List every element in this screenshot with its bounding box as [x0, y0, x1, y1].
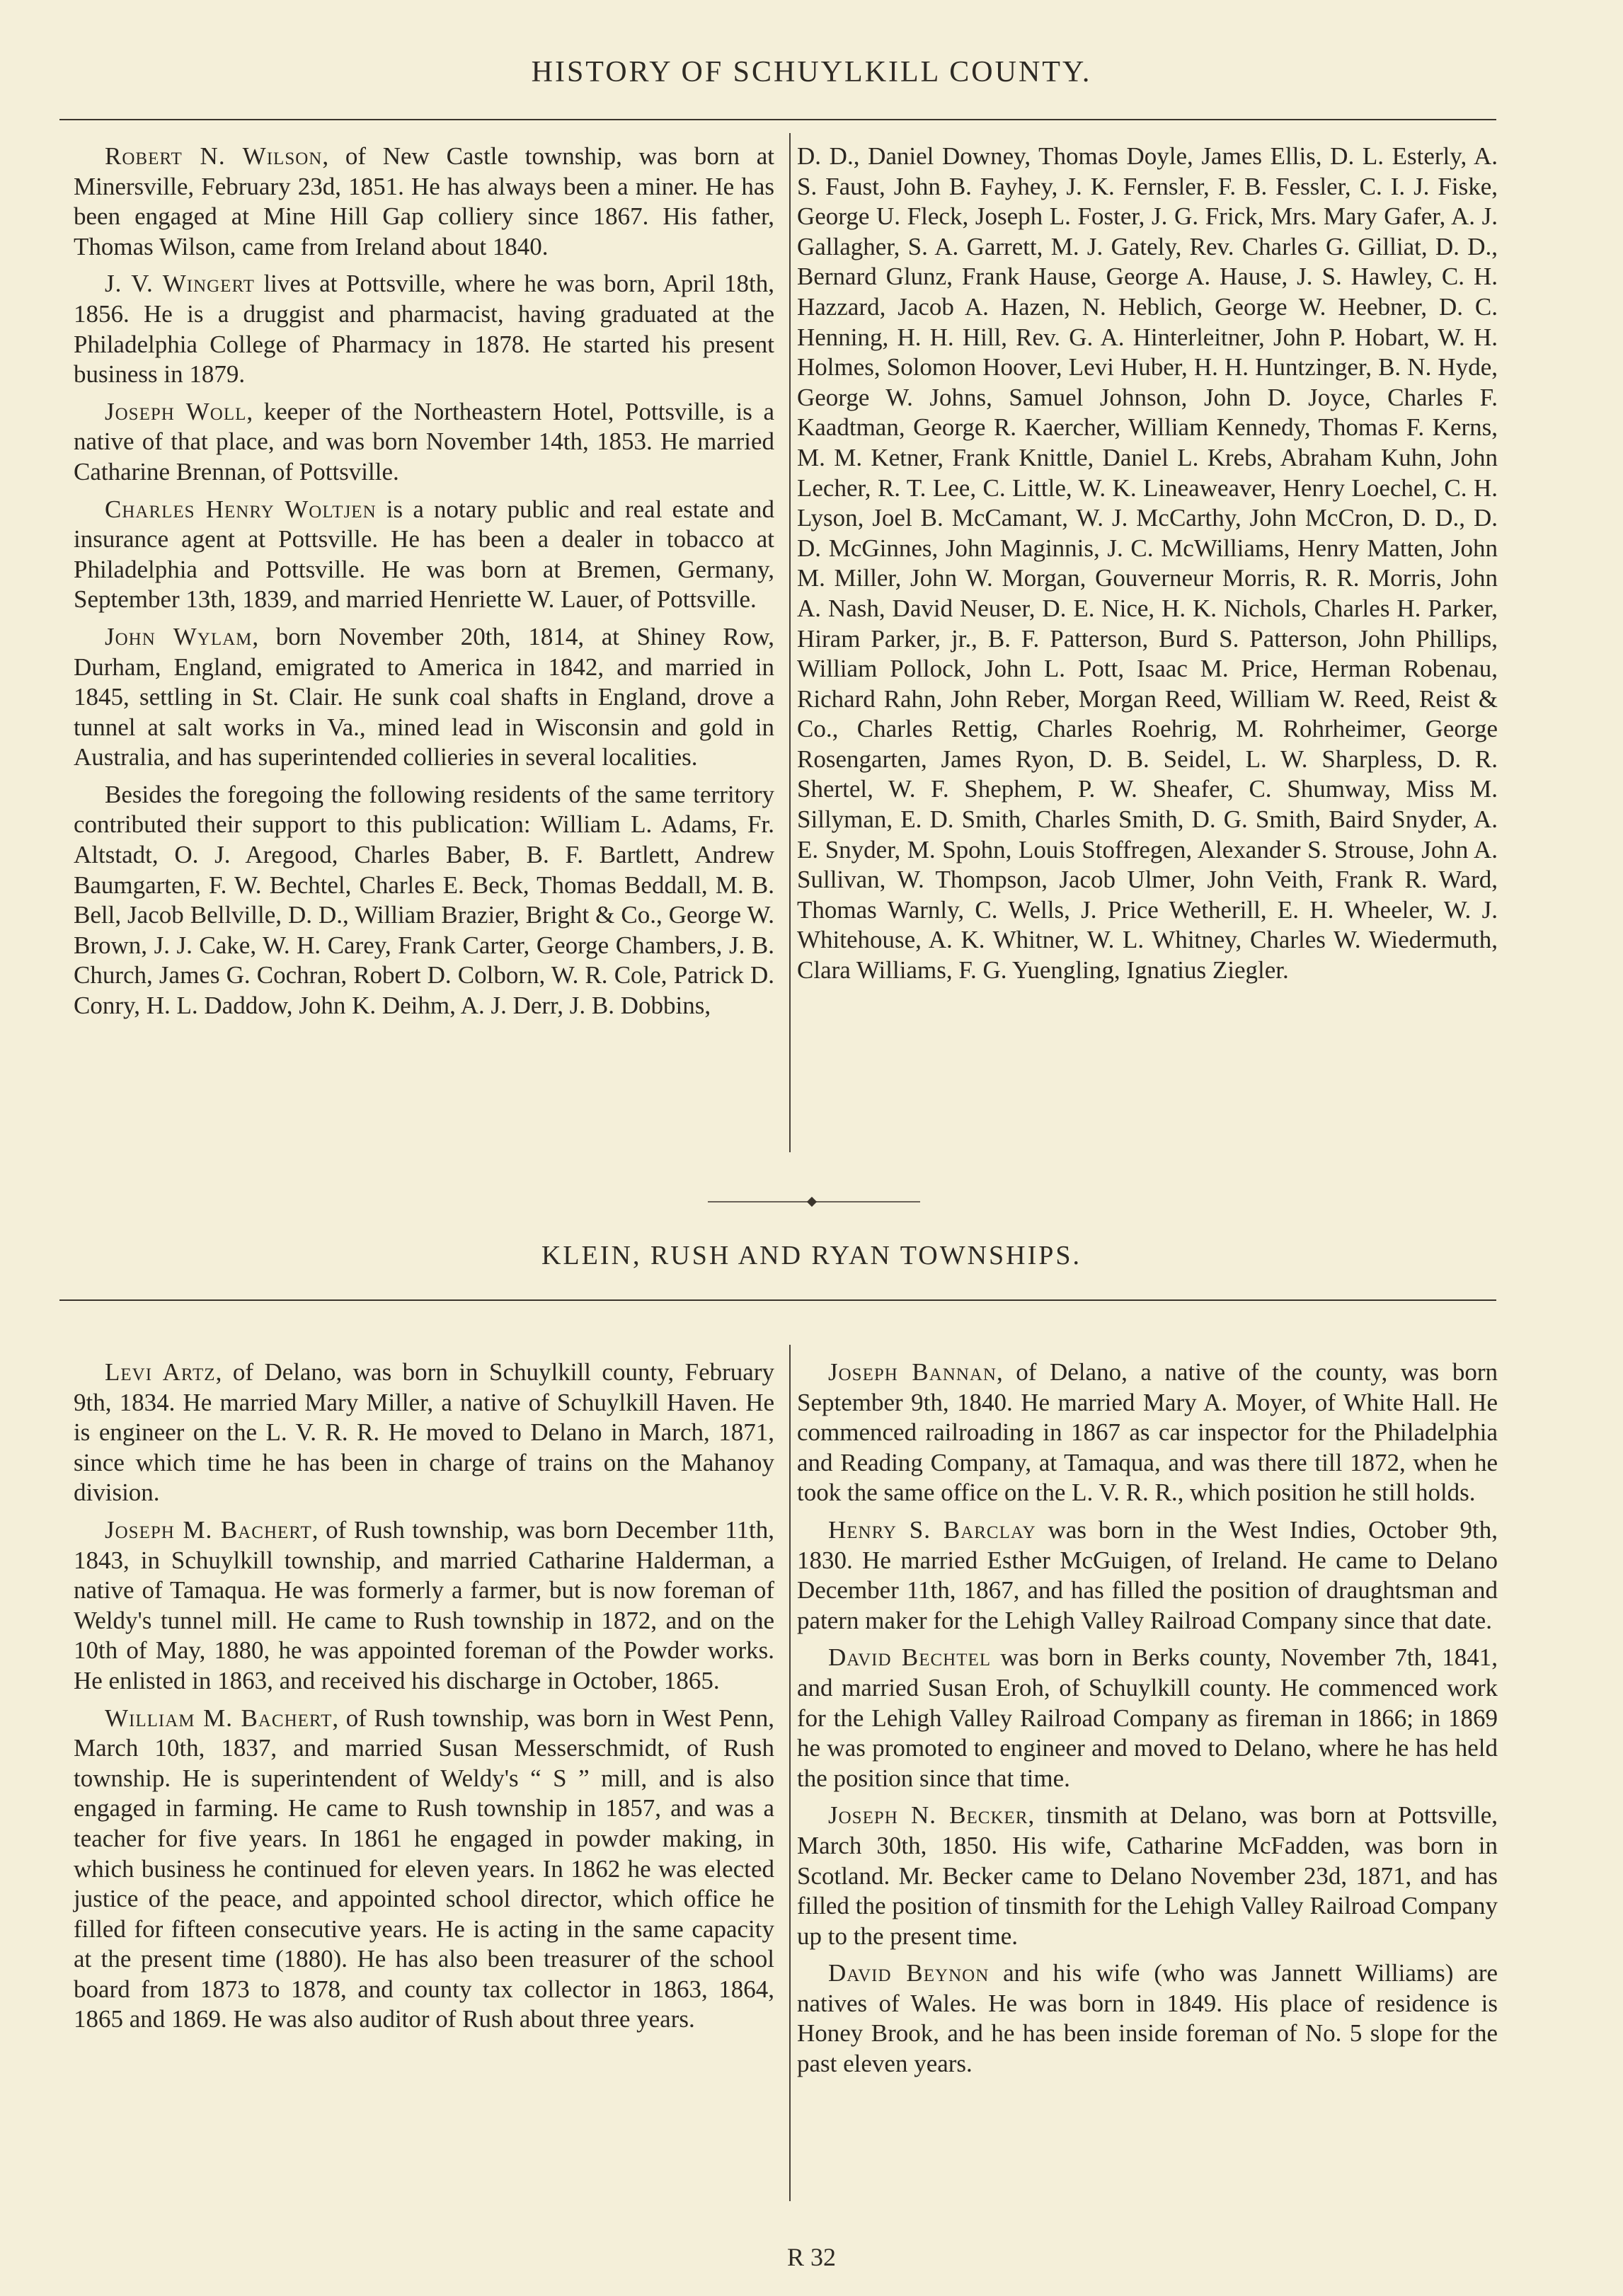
- entry-name: J. V. Wingert: [105, 270, 255, 298]
- entry-text: , of Delano, a native of the county, was born September 9th, 1840. He married Mary A. Moyer, of White Hall. He commenced railroading in 1867 as car inspector for the Philadelphia and Reading Company, at Tamaqua, and was there till 1872, when he took the same office on the L. V. R. R., which position he still holds.: [797, 1358, 1498, 1507]
- entry-name: William M. Bachert: [105, 1704, 333, 1732]
- section-title: KLEIN, RUSH AND RYAN TOWNSHIPS.: [541, 1241, 1082, 1270]
- contributors-intro: [74, 780, 774, 1021]
- entry-woll: [74, 397, 774, 488]
- entry-name: Joseph N. Becker: [828, 1801, 1028, 1830]
- entry-wingert: [74, 269, 774, 389]
- entry-text: , tinsmith at Delano, was born at Pottsville, March 30th, 1850. His wife, Catharine McFadden, was born in Scotland. Mr. Becker came to Delano November 23d, 1871, and has filled the position of tinsmith for the Lehigh Valley Railroad Company up to the present time.: [797, 1801, 1498, 1950]
- entry-text: , of Delano, was born in Schuylkill county, February 9th, 1834. He married Mary Miller, a native of Schuylkill Haven. He is engineer on the L. V. R. R. He moved to Delano in March, 1871, since which time he has been in charge of trains on the Mahanoy division.: [74, 1358, 774, 1507]
- entry-beynon: [797, 1958, 1498, 2079]
- top-column-rule: [789, 133, 791, 1152]
- page-header: HISTORY OF SCHUYLKILL COUNTY.: [531, 56, 1092, 88]
- entry-name: David Bechtel: [828, 1643, 992, 1672]
- contributors-list: D. D., Daniel Downey, Thomas Doyle, James Ellis, D. L. Esterly, A. S. Faust, John B. Fayhey, J. K. Fernsler, F. B. Fessler, C. I. J. Fiske, George U. Fleck, Joseph L. Foster, J. G. Frick, Mrs. Mary Gafer, A. J. Gallagher, S. A. Garrett, M. J. Gately, Rev. Charles G. Gilliat, D. D., Bernard Glunz, Frank Hause, George A. Hause, J. S. Hawley, C. H. Hazzard, Jacob A. Hazen, N. Heblich, George W. Heebner, D. C. Henning, H. H. Hill, Rev. G. A. Hinterleitner, John P. Hobart, W. H. Holmes, Solomon Hoover, Levi Huber, H. H. Huntzinger, B. N. Hyde, George W. Johns, Samuel Johnson, John D. Joyce, Charles F. Kaadtman, George R. Kaercher, William Kennedy, Thomas F. Kerns, M. M. Ketner, Frank Knittle, Daniel L. Krebs, Abraham Kuhn, John Lecher, R. T. Lee, C. Little, W. K. Lineaweaver, Henry Loechel, C. H. Lyson, Joel B. McCamant, W. J. McCarthy, John McCron, D. D., D. D. McGinnes, John Maginnis, J. C. McWilliams, Henry Matten, John M. Miller, John W. Morgan, Gouverneur Morris, R. R. Morris, John A. Nash, David Neuser, D. E. Nice, H. K. Nichols, Charles H. Parker, Hiram Parker, jr., B. F. Patterson, Burd S. Patterson, John Phillips, William Pollock, John L. Pott, Isaac M. Price, Herman Robenau, Richard Rahn, John Reber, Morgan Reed, William W. Reed, Reist & Co., Charles Rettig, Charles Roehrig, M. Rohrheimer, George Rosengarten, James Ryon, D. B. Seidel, L. W. Sharpless, D. R. Shertel, W. F. Shephem, P. W. Sheafer, C. Shumway, Miss M. Sillyman, E. D. Smith, Charles Smith, D. G. Smith, Baird Snyder, A. E. Snyder, M. Spohn, Louis Stoffregen, Alexander S. Strouse, John A. Sullivan, W. Thompson, Jacob Ulmer, John Veith, Frank R. Ward, Thomas Warnly, C. Wells, J. Price Wetherill, E. H. Wheeler, W. J. Whitehouse, A. K. Whitner, W. L. Whitney, Charles W. Wiedermuth, Clara Williams, F. G. Yuengling, Ignatius Ziegler.: [797, 142, 1498, 985]
- entry-name: Joseph Bannan: [828, 1358, 997, 1386]
- entry-name: David Beynon: [828, 1959, 990, 1987]
- entry-text: was born in Berks county, November 7th, 1841, and married Susan Eroh, of Schuylkill county. He commenced work for the Lehigh Valley Railroad Company as fireman in 1866; in 1869 he was promoted to engineer and moved to Delano, where he has held the position since that time.: [797, 1643, 1498, 1792]
- bottom-column-rule: [789, 1345, 791, 2201]
- entry-text: Besides the foregoing the following residents of the same territory contributed their support to this publication: William L. Adams, Fr. Altstadt, O. J. Aregood, Charles Baber, B. F. Bartlett, Andrew Baumgarten, F. W. Bechtel, Charles E. Beck, Thomas Beddall, M. B. Bell, Jacob Bellville, D. D., William Brazier, Bright & Co., George W. Brown, J. J. Cake, W. H. Carey, Frank Carter, George Chambers, J. B. Church, James G. Cochran, Robert D. Colborn, W. R. Cole, Patrick D. Conry, H. L. Daddow, John K. Deihm, A. J. Derr, J. B. Dobbins,: [74, 780, 774, 1020]
- entry-text: lives at Pottsville, where he was born, April 18th, 1856. He is a druggist and pharmacist, having graduated at the Philadelphia College of Pharmacy in 1878. He started his present business in 1879.: [74, 270, 774, 389]
- entry-text: , of New Castle township, was born at Minersville, February 23d, 1851. He has always been a miner. He has been engaged at Mine Hill Gap colliery since 1867. His father, Thomas Wilson, came from Ireland about 1840.: [74, 142, 774, 260]
- entry-woltjen: [74, 495, 774, 615]
- entry-name: Joseph Woll: [105, 397, 247, 425]
- entry-artz: [74, 1357, 774, 1508]
- entry-name: Henry S. Barclay: [828, 1515, 1036, 1544]
- top-right-column: [797, 142, 1498, 993]
- entry-name: John Wylam: [105, 622, 253, 650]
- top-left-column: [74, 142, 774, 1028]
- entry-text: and his wife (who was Jannett Williams) are natives of Wales. He was born in 1849. His place of residence is Honey Brook, and he has been inside foreman of No. 5 slope for the past eleven years.: [797, 1959, 1498, 2078]
- entry-name: Robert N. Wilson: [105, 142, 323, 170]
- entry-bannan: [797, 1357, 1498, 1508]
- entry-william-bachert: [74, 1704, 774, 2036]
- entry-bechtel: [797, 1643, 1498, 1793]
- entry-wylam: [74, 622, 774, 773]
- entry-text: was born in the West Indies, October 9th, 1830. He married Esther McGuigen, of Ireland. He came to Delano December 11th, 1867, and has filled the position of draughtsman and patern maker for the Lehigh Valley Railroad Company since that date.: [797, 1515, 1498, 1634]
- entry-text: is a notary public and real estate and insurance agent at Pottsville. He has been a dealer in tobacco at Philadelphia and Pottsville. He was born at Bremen, Germany, September 13th, 1839, and married Henriette W. Lauer, of Pottsville.: [74, 495, 774, 614]
- entry-becker: [797, 1801, 1498, 1951]
- entry-text: , of Rush township, was born in West Penn, March 10th, 1837, and married Susan Messerschmidt, of Rush township. He is superintendent of Weldy's “ S ” mill, and is also engaged in farming. He came to Rush township in 1857, and was a teacher for five years. In 1861 he engaged in powder making, in which business he continued for eleven years. In 1862 he was elected justice of the peace, and appointed school director, which office he filled for fifteen consecutive years. He is acting in the same capacity at the present time (1880). He has also been treasurer of the school board from 1873 to 1878, and county tax collector in 1863, 1864, 1865 and 1869. He was also auditor of Rush about three years.: [74, 1704, 774, 2033]
- entry-text: , keeper of the Northeastern Hotel, Pottsville, is a native of that place, and was born November 14th, 1853. He married Catharine Brennan, of Pottsville.: [74, 397, 775, 486]
- entry-name: Joseph M. Bachert: [105, 1515, 312, 1544]
- entry-barclay: [797, 1515, 1498, 1636]
- page-signature: R 32: [786, 2243, 836, 2271]
- bottom-right-column: [797, 1357, 1498, 2087]
- entry-name: Charles Henry Woltjen: [105, 495, 377, 523]
- divider-ornament: [807, 1197, 817, 1207]
- section-rule: [59, 1299, 1496, 1301]
- entry-joseph-bachert: [74, 1515, 774, 1697]
- entry-text: , of Rush township, was born December 11th, 1843, in Schuylkill township, and married Catharine Halderman, a native of Tamaqua. He was formerly a farmer, but is now foreman of Weldy's tunnel mill. He came to Rush township in 1872, and on the 10th of May, 1880, he was appointed foreman of the Powder works. He enlisted in 1863, and received his discharge in October, 1865.: [74, 1515, 774, 1694]
- entry-name: Levi Artz: [105, 1358, 216, 1386]
- bottom-left-column: [74, 1357, 774, 2042]
- entry-text: , born November 20th, 1814, at Shiney Row, Durham, England, emigrated to America in 1842, and married in 1845, settling in St. Clair. He sunk coal shafts in England, drove a tunnel at salt works in Va., mined lead in Wisconsin and gold in Australia, and has superintended collieries in several localities.: [74, 622, 774, 771]
- header-rule: [59, 119, 1496, 120]
- entry-wilson: [74, 142, 774, 262]
